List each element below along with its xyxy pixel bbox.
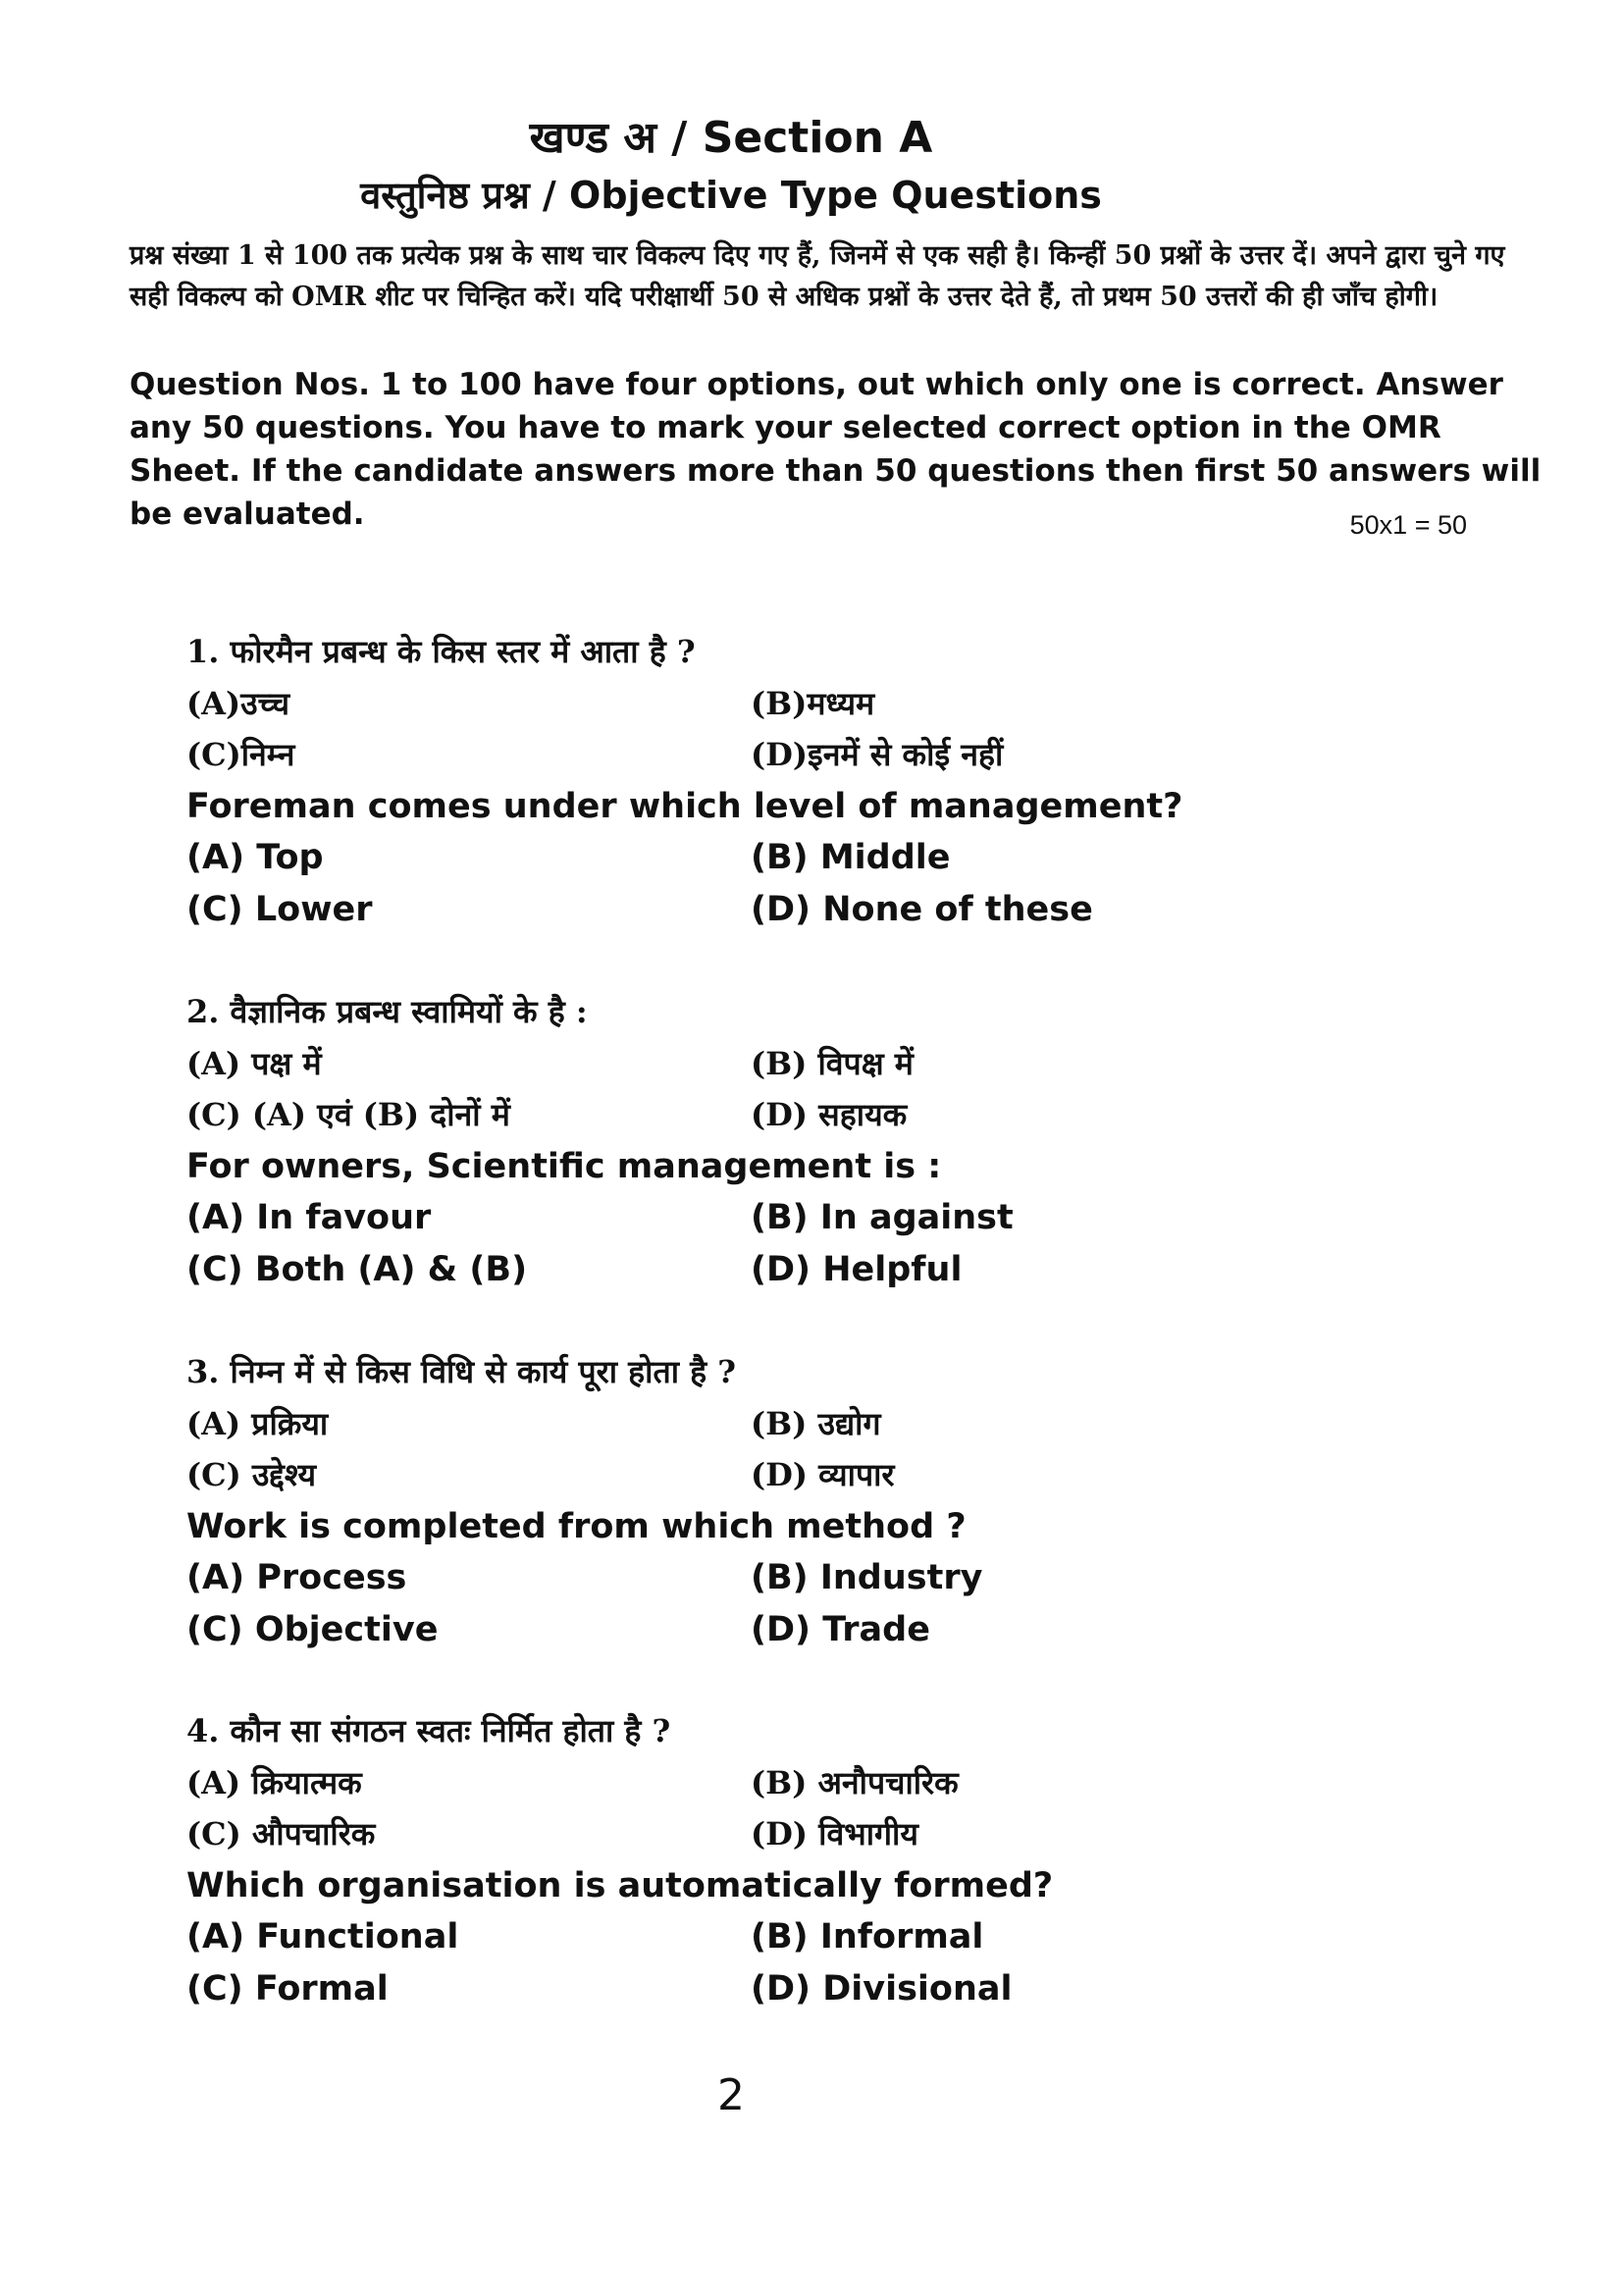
option-a-hindi: (A)उच्च <box>186 684 290 722</box>
options-hindi-row <box>186 1757 1462 1809</box>
question-hindi <box>186 626 1462 678</box>
question-4 <box>186 1705 1462 2014</box>
marks-scheme: 50x1 = 50 <box>1349 510 1467 540</box>
options-hindi-row <box>186 1449 1462 1501</box>
option-c-hindi: (C) (A) एवं (B) दोनों में <box>186 1096 510 1133</box>
option-c-english: (C) Formal <box>186 1968 389 2009</box>
question-english <box>186 781 1462 833</box>
options-english-row <box>186 1963 1462 2015</box>
instructions-english: Question Nos. 1 to 100 have four options, out which only one is correct. Answer any 50 questions. You have to mark your selected correct option in the OMR Sheet. If the candidate answers more than 50 questions then first 50 answers will be evaluated. <box>130 367 1542 532</box>
option-a-english: (A) In favour <box>186 1198 432 1237</box>
option-a-english: (A) Process <box>186 1558 407 1597</box>
option-d-hindi: (D) व्यापार <box>751 1456 895 1493</box>
section-subtitle: वस्तुनिष्ठ प्रश्न / Objective Type Questions <box>360 174 1102 217</box>
options-english-row <box>186 1552 1462 1604</box>
option-b-hindi: (B) उद्योग <box>751 1404 881 1442</box>
section-title: खण्ड अ / Section A <box>529 113 933 163</box>
question-hindi <box>186 1705 1462 1757</box>
options-english-row <box>186 1192 1462 1244</box>
options-english-row <box>186 884 1462 936</box>
option-a-hindi: (A) क्रियात्मक <box>186 1763 362 1801</box>
option-b-english: (B) In against <box>751 1198 1014 1237</box>
question-text-english: Foreman comes under which level of management? <box>186 786 1183 826</box>
option-a-hindi: (A) प्रक्रिया <box>186 1404 329 1442</box>
question-1 <box>186 626 1462 935</box>
option-d-english: (D) Helpful <box>751 1249 963 1289</box>
options-english-row <box>186 832 1462 884</box>
option-d-english: (D) Divisional <box>751 1968 1013 2009</box>
question-text-english: Which organisation is automatically formed? <box>186 1865 1054 1905</box>
option-d-english: (D) None of these <box>751 889 1093 929</box>
option-a-hindi: (A) पक्ष में <box>186 1044 322 1082</box>
question-2 <box>186 986 1462 1295</box>
option-b-hindi: (B) अनौपचारिक <box>751 1763 959 1801</box>
option-d-hindi: (D) सहायक <box>751 1096 908 1133</box>
options-hindi-row <box>186 729 1462 781</box>
question-text-hindi: 4. कौन सा संगठन स्वतः निर्मित होता है ? <box>186 1712 671 1749</box>
question-english <box>186 1860 1462 1912</box>
options-english-row <box>186 1911 1462 1963</box>
option-d-english: (D) Trade <box>751 1609 930 1649</box>
question-hindi <box>186 986 1462 1038</box>
options-hindi-row <box>186 1808 1462 1860</box>
question-text-hindi: 1. फोरमैन प्रबन्ध के किस स्तर में आता है ? <box>186 633 696 670</box>
question-3 <box>186 1346 1462 1655</box>
option-c-english: (C) Lower <box>186 889 373 929</box>
option-c-english: (C) Both (A) & (B) <box>186 1249 528 1289</box>
page-number: 2 <box>717 2070 745 2120</box>
question-hindi <box>186 1346 1462 1398</box>
option-c-english: (C) Objective <box>186 1609 439 1649</box>
question-english <box>186 1141 1462 1193</box>
option-b-english: (B) Industry <box>751 1558 983 1597</box>
option-a-english: (A) Top <box>186 838 324 877</box>
options-hindi-row <box>186 1038 1462 1090</box>
options-english-row <box>186 1244 1462 1296</box>
option-a-english: (A) Functional <box>186 1917 459 1957</box>
question-text-english: Work is completed from which method ? <box>186 1506 967 1546</box>
options-hindi-row <box>186 1398 1462 1450</box>
option-b-english: (B) Middle <box>751 838 951 877</box>
options-english-row <box>186 1604 1462 1656</box>
option-c-hindi: (C) उद्देश्य <box>186 1456 317 1493</box>
question-text-hindi: 3. निम्न में से किस विधि से कार्य पूरा होता है ? <box>186 1353 737 1390</box>
question-text-hindi: 2. वैज्ञानिक प्रबन्ध स्वामियों के है : <box>186 993 588 1030</box>
instructions-hindi: प्रश्न संख्या 1 से 100 तक प्रत्येक प्रश्न के साथ चार विकल्प दिए गए हैं, जिनमें से एक सही है। किन्हीं 50 प्रश्नों के उत्तर दें। अपने द्वारा चुने गए सही विकल्प को OMR शीट पर चिन्हित करें। यदि परीक्षार्थी 50 से अधिक प्रश्नों के उत्तर देते हैं, तो प्रथम 50 उत्तरों की ही जाँच होगी। <box>130 240 1505 312</box>
question-text-english: For owners, Scientific management is : <box>186 1146 942 1186</box>
option-b-hindi: (B)मध्यम <box>751 684 875 722</box>
options-hindi-row <box>186 678 1462 730</box>
option-c-hindi: (C)निम्न <box>186 736 295 773</box>
option-b-hindi: (B) विपक्ष में <box>751 1044 914 1082</box>
option-c-hindi: (C) औपचारिक <box>186 1815 376 1852</box>
option-d-hindi: (D) विभागीय <box>751 1815 918 1852</box>
options-hindi-row <box>186 1089 1462 1141</box>
question-english <box>186 1501 1462 1553</box>
option-d-hindi: (D)इनमें से कोई नहीं <box>751 736 1004 773</box>
option-b-english: (B) Informal <box>751 1917 984 1957</box>
